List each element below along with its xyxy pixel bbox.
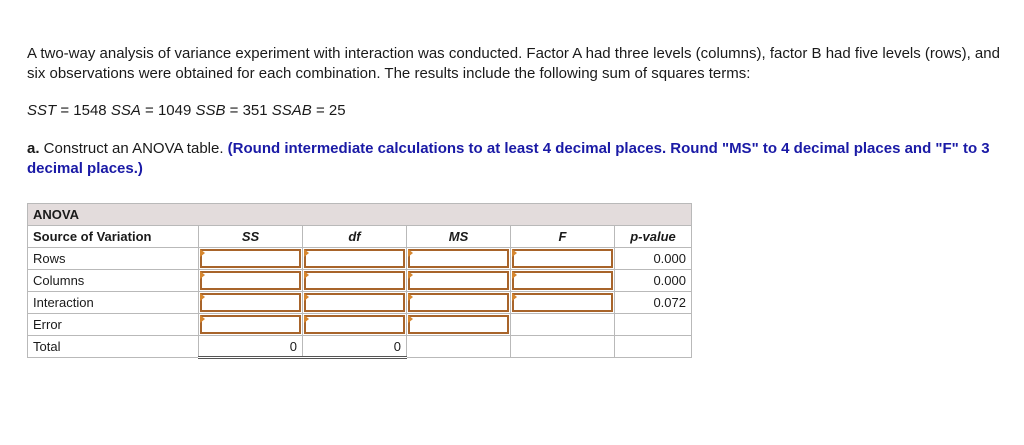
header-p-value: p-value: [615, 226, 692, 248]
input-marker-icon: [512, 293, 517, 301]
input-marker-icon: [200, 271, 205, 279]
row-label-rows: Rows: [28, 248, 199, 270]
ssb-value: = 351: [225, 102, 272, 119]
columns-ms-input[interactable]: [407, 270, 511, 292]
rounding-instructions: (Round intermediate calculations to at least 4 decimal places. Round "MS" to 4 decimal places and "F" to 3 decimal places.): [27, 140, 990, 177]
rows-ss-input[interactable]: [199, 248, 303, 270]
interaction-p-value: 0.072: [615, 292, 692, 314]
problem-statement: A two-way analysis of variance experiment with interaction was conducted. Factor A had three levels (columns), factor B had five levels (rows), and six observations were obtained for each combination. The results include the following sum of squares terms:: [27, 45, 1000, 82]
error-ms-input[interactable]: [407, 314, 511, 336]
input-marker-icon: [304, 249, 309, 257]
columns-df-input[interactable]: [303, 270, 407, 292]
interaction-ms-input[interactable]: [407, 292, 511, 314]
table-header-row: [28, 226, 692, 248]
rows-p-value: 0.000: [615, 248, 692, 270]
header-ss: SS: [199, 226, 303, 248]
input-marker-icon: [304, 271, 309, 279]
table-row: [28, 314, 692, 336]
table-row: [28, 270, 692, 292]
row-label-interaction: Interaction: [28, 292, 199, 314]
ssab-label: SSAB: [271, 102, 312, 119]
ssa-value: = 1049: [140, 102, 196, 119]
row-label-total: Total: [28, 336, 199, 358]
ssa-label: SSA: [110, 102, 141, 119]
total-df-value: 0: [303, 336, 407, 358]
sst-value: = 1548: [56, 102, 111, 119]
question-a: [27, 139, 1012, 179]
columns-ss-input[interactable]: [199, 270, 303, 292]
rows-f-input[interactable]: [511, 248, 615, 270]
input-marker-icon: [200, 249, 205, 257]
rows-df-input[interactable]: [303, 248, 407, 270]
anova-table: [27, 203, 692, 359]
header-ms: MS: [407, 226, 511, 248]
input-marker-icon: [304, 293, 309, 301]
total-ss-value: 0: [199, 336, 303, 358]
error-ss-input[interactable]: [199, 314, 303, 336]
interaction-df-input[interactable]: [303, 292, 407, 314]
table-title: ANOVA: [28, 204, 692, 226]
input-marker-icon: [408, 293, 413, 301]
header-df: df: [303, 226, 407, 248]
sst-label: SST: [27, 102, 57, 119]
rows-ms-input[interactable]: [407, 248, 511, 270]
input-marker-icon: [304, 315, 309, 323]
sum-of-squares-values: [27, 101, 346, 121]
input-marker-icon: [408, 271, 413, 279]
ssab-value: = 25: [311, 102, 346, 119]
input-marker-icon: [512, 271, 517, 279]
input-marker-icon: [200, 293, 205, 301]
input-marker-icon: [512, 249, 517, 257]
header-source: Source of Variation: [28, 226, 199, 248]
row-label-columns: Columns: [28, 270, 199, 292]
input-marker-icon: [408, 315, 413, 323]
table-row: [28, 248, 692, 270]
error-p-value: [615, 314, 692, 336]
table-title-row: [28, 204, 692, 226]
ssb-label: SSB: [195, 102, 226, 119]
header-f: F: [511, 226, 615, 248]
total-p-value: [615, 336, 692, 358]
row-label-error: Error: [28, 314, 199, 336]
error-f-cell: [511, 314, 615, 336]
input-marker-icon: [408, 249, 413, 257]
total-f-cell: [511, 336, 615, 358]
table-row: [28, 292, 692, 314]
total-ms-cell: [407, 336, 511, 358]
question-text: Construct an ANOVA table.: [39, 140, 228, 157]
input-marker-icon: [200, 315, 205, 323]
interaction-f-input[interactable]: [511, 292, 615, 314]
table-row: [28, 336, 692, 358]
error-df-input[interactable]: [303, 314, 407, 336]
interaction-ss-input[interactable]: [199, 292, 303, 314]
columns-f-input[interactable]: [511, 270, 615, 292]
columns-p-value: 0.000: [615, 270, 692, 292]
question-part-label: a.: [27, 140, 40, 157]
